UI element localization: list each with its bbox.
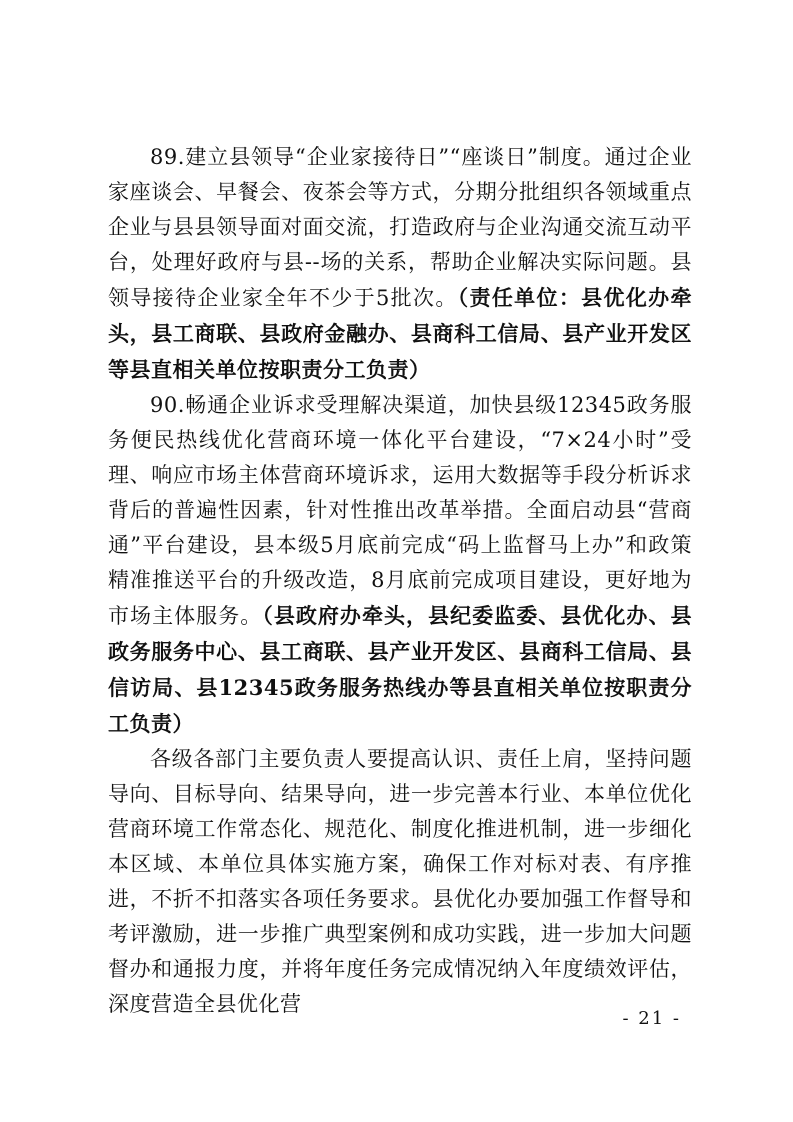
paragraph-90-responsibility: （县政府办牵头，县纪委监委、县优化办、县政务服务中心、县工商联、县产业开发区、县商科工信局、县信访局、县12345政务服务热线办等县直相关单位按职责分工负责） bbox=[108, 603, 693, 736]
paragraph-89-responsibility: （责任单位：县优化办牵头，县工商联、县政府金融办、县商科工信局、县产业开发区等县直相关单位按职责分工负责） bbox=[108, 285, 692, 382]
paragraph-90-text: 90.畅通企业诉求受理解决渠道，加快县级12345政务服务便民热线优化营商环境一体化平台建设，“7×24小时”受理、响应市场主体营商环境诉求，运用大数据等手段分析诉求背后的普遍性因素，针对性推出改革举措。全面启动县“营商通”平台建设，县本级5月底前完成“码上监督马上办”和政策精准推送平台的升级改造，8月底前完成项目建设，更好地为市场主体服务。 bbox=[108, 393, 692, 628]
paragraph-closing bbox=[108, 742, 692, 1022]
paragraph-90 bbox=[108, 388, 692, 742]
paragraph-89-text: 89.建立县领导“企业家接待日”“座谈日”制度。通过企业家座谈会、早餐会、夜茶会等方式，分期分批组织各领域重点企业与县县领导面对面交流，打造政府与企业沟通交流互动平台，处理好政府与县--场的关系，帮助企业解决实际问题。县领导接待企业家全年不少于5批次。 bbox=[108, 145, 692, 310]
paragraph-closing-text: 各级各部门主要负责人要提高认识、责任上肩，坚持问题导向、目标导向、结果导向，进一步完善本行业、本单位优化营商环境工作常态化、规范化、制度化推进机制，进一步细化本区域、本单位具体实施方案，确保工作对标对表、有序推进，不折不扣落实各项任务要求。县优化办要加强工作督导和考评激励，进一步推广典型案例和成功实践，进一步加大问题督办和通报力度，并将年度任务完成情况纳入年度绩效评估，深度营造全县优化营 bbox=[108, 747, 692, 1016]
paragraph-89 bbox=[108, 140, 692, 388]
document-body bbox=[108, 140, 692, 1022]
page-number: - 21 - bbox=[622, 1008, 681, 1029]
